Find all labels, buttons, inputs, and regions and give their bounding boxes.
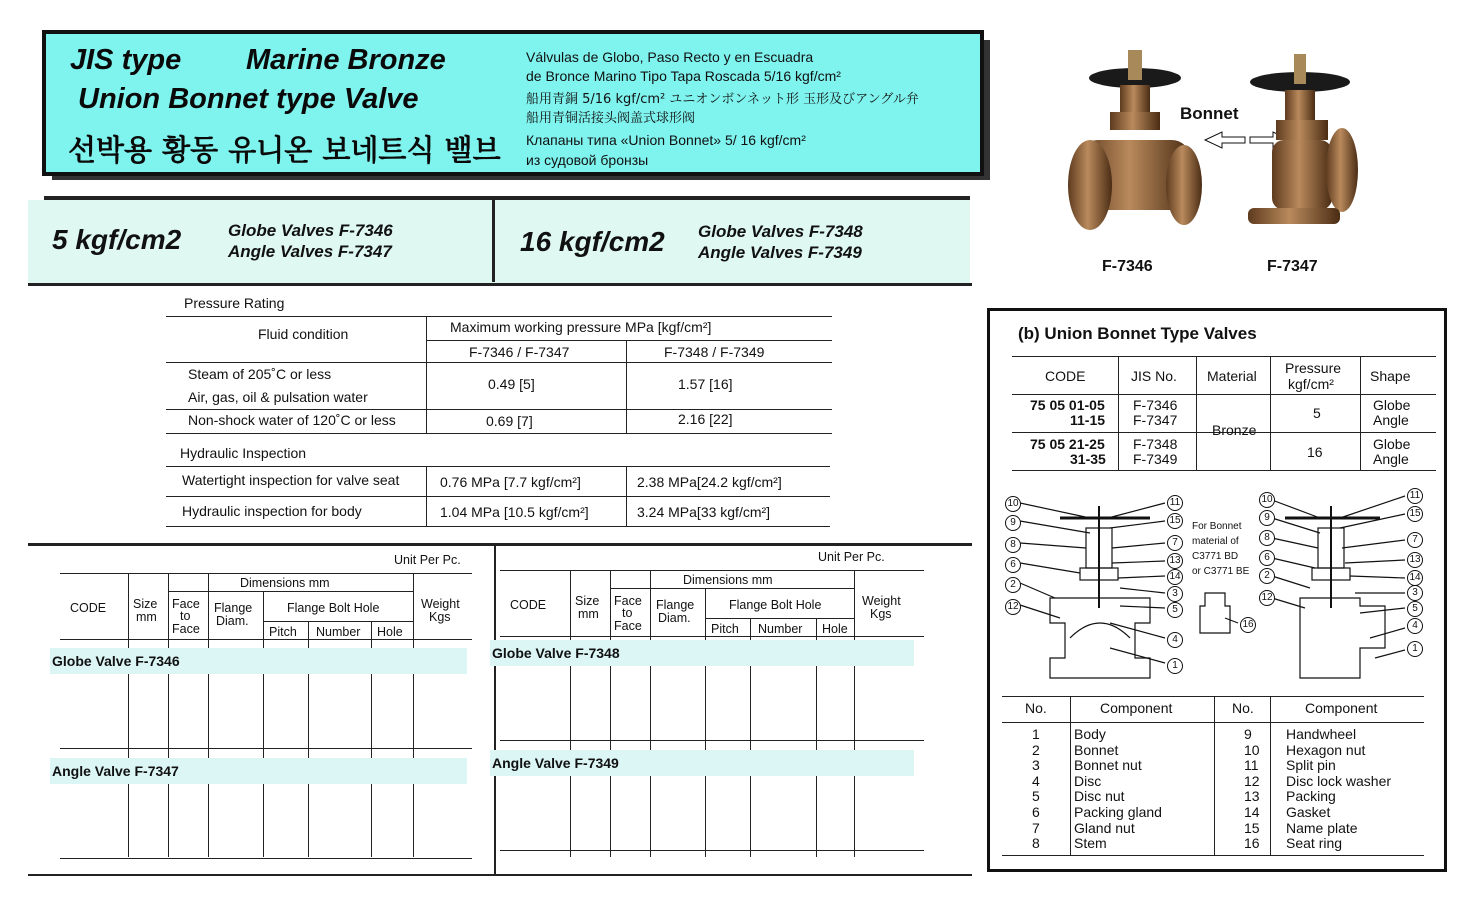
rule: [28, 874, 972, 876]
callout-5: 5: [1167, 602, 1183, 618]
rule: [1360, 356, 1361, 470]
component-no: 9: [1244, 726, 1252, 742]
component-name: Gasket: [1286, 804, 1331, 820]
title-multilingual-6: из судовой бронзы: [526, 152, 649, 168]
union-r2-shape2: Angle: [1373, 451, 1409, 467]
col-pitch: Pitch: [711, 622, 739, 636]
rule: [128, 573, 129, 857]
callout-2: 2: [1005, 577, 1021, 593]
callout-9: 9: [1005, 515, 1021, 531]
row-non-shock-water: Non-shock water of 120˚C or less: [188, 412, 396, 428]
rule: [494, 545, 496, 875]
col-code: CODE: [510, 598, 547, 612]
title-shadow: [52, 176, 990, 180]
rule: [427, 340, 832, 341]
component-no: 5: [1032, 788, 1040, 805]
col-flange-bolt-hole: Flange Bolt Hole: [287, 601, 380, 615]
col-size: Size: [133, 597, 158, 611]
union-r1-jis2: F-7347: [1133, 412, 1178, 428]
union-r2-code: 75 05 21-25: [1030, 436, 1105, 452]
rule: [500, 740, 924, 741]
rating-5-angle: Angle Valves F-7347: [228, 242, 392, 261]
title-multilingual-3: 船用青銅 5/16 kgf/cm² ユニオンボンネット形 玉形及びアングル弁: [526, 92, 919, 107]
rule: [263, 591, 264, 857]
component-no: 3: [1032, 757, 1040, 774]
title-jis-type: JIS type: [70, 44, 182, 76]
col-size: Size: [575, 594, 600, 608]
component-name: Gland nut: [1074, 819, 1135, 836]
unit-per-pc: Unit Per Pc.: [394, 553, 461, 567]
col-flange-diam: Diam.: [658, 611, 691, 625]
rule: [1118, 356, 1119, 470]
valve-cross-section-drawings: [1000, 488, 1440, 688]
callout-4: 4: [1167, 632, 1183, 648]
col-f7348-f7349: F-7348 / F-7349: [664, 344, 765, 360]
rating-16-angle: Angle Valves F-7349: [698, 243, 862, 262]
component-no: 13: [1244, 788, 1260, 805]
callout-13: 13: [1407, 552, 1423, 568]
valve-photos: [1050, 40, 1380, 250]
title-korean: 선박용 황동 유니온 보네트식 밸브: [68, 133, 501, 167]
callout-15: 15: [1167, 513, 1183, 529]
title-multilingual-1: Válvulas de Globo, Paso Recto y en Escuadra: [526, 49, 814, 65]
col-face-to-face: Face: [172, 622, 200, 636]
callout-13: 13: [1167, 553, 1183, 569]
row-air-gas: Air, gas, oil & pulsation water: [188, 389, 368, 405]
body-inspection: Hydraulic inspection for body: [182, 503, 362, 519]
callout-7: 7: [1407, 532, 1423, 548]
union-r1-pressure: 5: [1313, 405, 1321, 421]
rating-5-globe: Globe Valves F-7346: [228, 221, 393, 240]
col-flange-diam: Diam.: [216, 614, 249, 628]
globe-valve-image: [1068, 50, 1202, 230]
unit-per-pc: Unit Per Pc.: [818, 550, 885, 564]
value-0-49: 0.49 [5]: [488, 376, 535, 392]
rule: [263, 621, 413, 622]
callout-10: 10: [1005, 496, 1021, 512]
title-box: [42, 30, 984, 176]
component-name: Stem: [1074, 835, 1107, 852]
component-name: Packing: [1286, 788, 1336, 805]
col-face-to-face: Face: [614, 619, 642, 633]
product-label-f7346: F-7346: [1102, 258, 1153, 275]
watertight-inspection: Watertight inspection for valve seat: [182, 472, 400, 488]
rule: [500, 570, 924, 571]
component-no: 1: [1032, 726, 1040, 742]
callout-9: 9: [1259, 510, 1275, 526]
rule: [166, 316, 832, 317]
component-name: Bonnet nut: [1074, 757, 1142, 774]
section-globe-valve: Globe Valve F-7348: [490, 640, 914, 666]
value-2-38: 2.38 MPa[24.2 kgf/cm²]: [637, 474, 782, 490]
union-r1-jis: F-7346: [1133, 397, 1178, 413]
hdr-jis: JIS No.: [1131, 368, 1177, 384]
rule: [426, 316, 427, 434]
hdr-kgf: kgf/cm²: [1288, 376, 1334, 392]
rule: [1002, 855, 1424, 856]
union-title: (b) Union Bonnet Type Valves: [1018, 324, 1257, 343]
rule: [705, 588, 706, 857]
rule: [1196, 356, 1197, 470]
band-bottom-rule: [28, 283, 972, 286]
component-no: 6: [1032, 804, 1040, 820]
rule: [1002, 722, 1424, 723]
section-angle-valve: Angle Valve F-7349: [490, 750, 914, 776]
rule: [166, 409, 832, 410]
row-steam: Steam of 205˚C or less: [188, 366, 332, 382]
value-3-24: 3.24 MPa[33 kgf/cm²]: [637, 504, 771, 520]
component-name: Split pin: [1286, 757, 1336, 774]
hdr-material: Material: [1207, 368, 1257, 384]
rule: [1214, 696, 1215, 856]
rule: [500, 636, 924, 637]
rule: [168, 573, 169, 857]
callout-16: 16: [1240, 617, 1256, 633]
rule: [166, 433, 832, 434]
callout-15: 15: [1407, 506, 1423, 522]
title-multilingual-4: 船用青铜活接头阀盖式球形阀: [526, 111, 696, 126]
col-pitch: Pitch: [269, 625, 297, 639]
callout-8: 8: [1259, 530, 1275, 546]
col-flange-diam: Flange: [656, 598, 695, 612]
rule: [626, 340, 627, 434]
rule: [60, 858, 472, 859]
rule: [854, 570, 855, 857]
component-no: 11: [1244, 757, 1259, 774]
rule: [650, 570, 651, 857]
callout-14: 14: [1407, 570, 1423, 586]
callout-14: 14: [1167, 569, 1183, 585]
component-no: 10: [1244, 741, 1260, 758]
rule: [60, 573, 472, 574]
rule: [168, 591, 413, 592]
callout-5: 5: [1407, 601, 1423, 617]
callout-12: 12: [1259, 590, 1275, 606]
comp-no-header: No.: [1025, 700, 1047, 716]
component-no: 2: [1032, 741, 1040, 758]
union-r1-code2: 11-15: [1070, 412, 1106, 428]
value-1-57: 1.57 [16]: [678, 376, 733, 392]
rule: [1012, 356, 1436, 357]
pressure-heading: Pressure Rating: [184, 295, 285, 311]
callout-11: 11: [1407, 488, 1423, 504]
rating-16-globe: Globe Valves F-7348: [698, 222, 863, 241]
rule: [166, 526, 830, 527]
component-name: Disc: [1074, 772, 1102, 789]
rule: [610, 570, 611, 857]
component-name: Packing gland: [1074, 804, 1162, 820]
rating-5: 5 kgf/cm2: [52, 224, 182, 255]
rule: [570, 570, 571, 857]
callout-6: 6: [1259, 550, 1275, 566]
col-weight: Weight: [862, 594, 901, 608]
col-number: Number: [758, 622, 803, 636]
rule: [28, 543, 972, 546]
comp-no-header: No.: [1232, 700, 1254, 716]
col-f7346-f7347: F-7346 / F-7347: [469, 344, 570, 360]
rule: [1002, 696, 1424, 697]
value-1-04: 1.04 MPa [10.5 kgf/cm²]: [440, 504, 589, 520]
callout-11: 11: [1167, 495, 1183, 511]
rule: [610, 588, 854, 589]
col-size-unit: mm: [136, 610, 157, 624]
rule: [1070, 696, 1071, 856]
component-no: 16: [1244, 835, 1260, 852]
component-name: Disc lock washer: [1286, 772, 1392, 789]
callout-1: 1: [1407, 641, 1423, 657]
dimensions-header: Dimensions mm: [240, 576, 330, 590]
union-r1-shape2: Angle: [1373, 412, 1409, 428]
union-material: Bronze: [1212, 422, 1257, 438]
col-hole: Hole: [377, 625, 403, 639]
fluid-condition-header: Fluid condition: [258, 326, 349, 342]
rule: [413, 573, 414, 857]
union-r1-shape: Globe: [1373, 397, 1411, 413]
callout-1: 1: [1167, 658, 1183, 674]
rule: [60, 748, 472, 749]
title-multilingual-5: Клапаны типа «Union Bonnet» 5/ 16 kgf/cm²: [526, 132, 806, 148]
rule: [166, 466, 830, 467]
hydraulic-heading: Hydraulic Inspection: [180, 445, 307, 461]
union-r2-code2: 31-35: [1070, 451, 1106, 467]
component-name: Body: [1074, 726, 1106, 742]
callout-8: 8: [1005, 537, 1021, 553]
value-0-76: 0.76 MPa [7.7 kgf/cm²]: [440, 474, 581, 490]
component-name: Seat ring: [1286, 835, 1343, 852]
component-name: Disc nut: [1074, 788, 1125, 805]
callout-3: 3: [1167, 586, 1183, 602]
col-weight-unit: Kgs: [870, 607, 892, 621]
union-r2-pressure: 16: [1307, 444, 1323, 460]
rule: [60, 639, 472, 640]
value-2-16: 2.16 [22]: [678, 411, 733, 427]
col-size-unit: mm: [578, 607, 599, 621]
component-no: 8: [1032, 835, 1040, 852]
component-no: 7: [1032, 819, 1040, 836]
col-flange-diam: Flange: [214, 601, 253, 615]
rule: [1012, 394, 1436, 395]
col-number: Number: [316, 625, 361, 639]
union-r2-shape: Globe: [1373, 436, 1411, 452]
union-r1-code: 75 05 01-05: [1030, 397, 1105, 413]
rule: [500, 850, 924, 851]
callout-4: 4: [1407, 618, 1423, 634]
title-marine-bronze: Marine Bronze: [246, 44, 446, 76]
title-union-bonnet: Union Bonnet type Valve: [78, 83, 419, 115]
callout-10: 10: [1259, 492, 1275, 508]
rule: [1012, 470, 1436, 471]
component-name: Bonnet: [1074, 741, 1119, 758]
component-no: 12: [1244, 772, 1260, 789]
value-0-69: 0.69 [7]: [486, 413, 533, 429]
col-weight-unit: Kgs: [429, 610, 451, 624]
col-weight: Weight: [421, 597, 460, 611]
union-r2-jis: F-7348: [1133, 436, 1178, 452]
rule: [1270, 696, 1271, 856]
dimensions-header: Dimensions mm: [683, 573, 773, 587]
comp-header: Component: [1305, 700, 1378, 716]
callout-12: 12: [1005, 599, 1021, 615]
rule: [208, 573, 209, 857]
rule: [705, 618, 854, 619]
col-hole: Hole: [822, 622, 848, 636]
rule: [166, 496, 830, 497]
bonnet-label: Bonnet: [1180, 104, 1239, 123]
callout-7: 7: [1167, 535, 1183, 551]
bonnet-material-note: For Bonnet material of C3771 BD or C3771 BE: [1192, 521, 1250, 577]
callout-6: 6: [1005, 557, 1021, 573]
component-no: 4: [1032, 772, 1040, 789]
rating-16: 16 kgf/cm2: [520, 226, 665, 257]
col-face-to-face: Face: [172, 597, 200, 611]
callout-2: 2: [1259, 568, 1275, 584]
callout-3: 3: [1407, 585, 1423, 601]
section-globe-valve: Globe Valve F-7346: [50, 648, 467, 674]
title-multilingual-2: de Bronce Marino Tipo Tapa Roscada 5/16 kgf/cm²: [526, 68, 841, 84]
rule: [1270, 356, 1271, 470]
component-name: Name plate: [1286, 819, 1358, 836]
rule: [166, 362, 832, 363]
col-face-to-face: to: [180, 609, 191, 623]
band-divider: [492, 200, 495, 282]
component-name: Handwheel: [1286, 726, 1357, 742]
max-pressure-header: Maximum working pressure MPa [kgf/cm²]: [450, 319, 712, 335]
col-face-to-face: to: [622, 606, 633, 620]
union-r2-jis2: F-7349: [1133, 451, 1178, 467]
hdr-shape: Shape: [1370, 368, 1411, 384]
hdr-code: CODE: [1045, 368, 1086, 384]
section-angle-valve: Angle Valve F-7347: [50, 758, 467, 784]
col-code: CODE: [70, 601, 107, 615]
col-face-to-face: Face: [614, 594, 642, 608]
product-label-f7347: F-7347: [1267, 258, 1318, 275]
component-name: Hexagon nut: [1286, 741, 1366, 758]
title-shadow: [984, 40, 990, 180]
hdr-pressure: Pressure: [1285, 360, 1342, 376]
component-no: 14: [1244, 804, 1260, 820]
comp-header: Component: [1100, 700, 1173, 716]
col-flange-bolt-hole: Flange Bolt Hole: [729, 598, 822, 612]
component-no: 15: [1244, 819, 1260, 836]
